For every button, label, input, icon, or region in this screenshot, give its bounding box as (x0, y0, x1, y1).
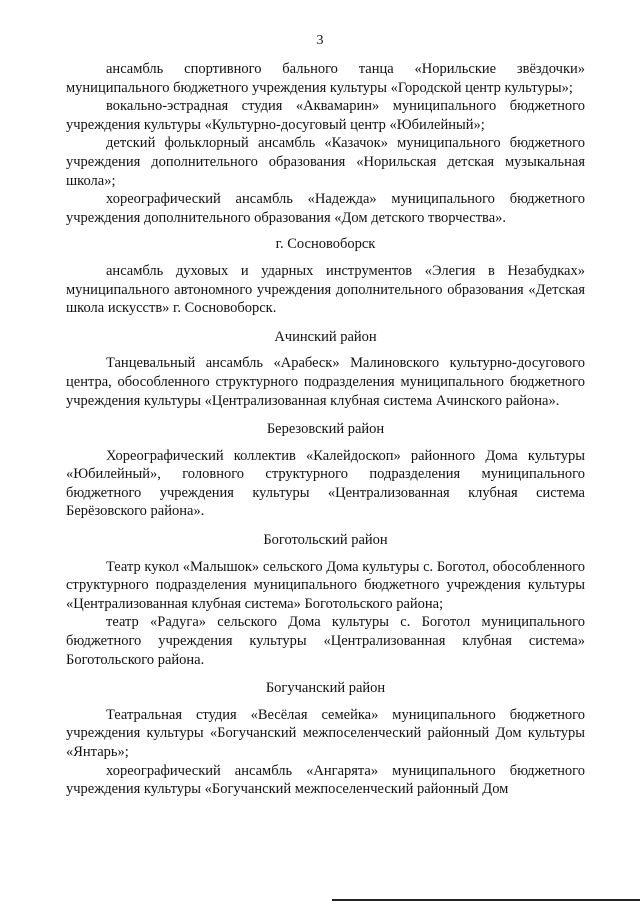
bottom-scan-line (332, 899, 640, 901)
heading-bogotol-district: Боготольский район (263, 532, 388, 549)
paragraph-malyshok: Театр кукол «Малышок» сельского Дома культуры с. Боготол, обособленного структурного подразделения муниципального бюджетного учреждения культуры «Централизованная клубная система» Боготольского района; (66, 558, 585, 612)
paragraph-nadezhda: хореографический ансамбль «Надежда» муниципального бюджетного учреждения дополнительного образования «Дом детского творчества». (66, 191, 585, 226)
paragraph-kazachok: детский фольклорный ансамбль «Казачок» муниципального бюджетного учреждения дополнительного образования «Норильская детская музыкальная школа»; (66, 135, 585, 189)
paragraph-angaryata: хореографический ансамбль «Ангарята» муниципального бюджетного учреждения культуры «Богучанский межпоселенческий районный Дом (66, 762, 585, 798)
paragraph-raduga: театр «Радуга» сельского Дома культуры с. Боготол муниципального бюджетного учреждения культуры «Централизованная клубная система» Боготольского района. (66, 614, 585, 668)
document-body (66, 60, 585, 799)
heading-sosnovoborsk: г. Сосновоборск (275, 236, 376, 253)
paragraph-arabesque: Танцевальный ансамбль «Арабеск» Малиновского культурно-досугового центра, обособленного структурного подразделения муниципального бюджетного учреждения культуры «Централизованная клубная система Ачинского района». (66, 355, 585, 409)
paragraph-aquamarine: вокально-эстрадная студия «Аквамарин» муниципального бюджетного учреждения культуры «Культурно-досуговый центр «Юбилейный»; (66, 98, 585, 133)
paragraph-norilsk-stars: ансамбль спортивного бального танца «Норильские звёздочки» муниципального бюджетного учреждения культуры «Городской центр культуры»; (66, 61, 585, 96)
page-number: 3 (316, 33, 324, 48)
paragraph-merry-family: Театральная студия «Весёлая семейка» муниципального бюджетного учреждения культуры «Богучанский межпоселенческий районный Дом культуры «Янтарь»; (66, 706, 585, 760)
heading-achinsk-district: Ачинский район (274, 328, 377, 345)
heading-berezovsky-district: Березовский район (266, 421, 385, 438)
heading-boguchany-district: Богучанский район (265, 680, 386, 697)
paragraph-kaleidoscope: Хореографический коллектив «Калейдоскоп» районного Дома культуры «Юбилейный», головного структурного подразделения муниципального бюджетного учреждения культуры «Централизованная клубная система Берёзовского района». (66, 447, 585, 520)
paragraph-elegy: ансамбль духовых и ударных инструментов «Элегия в Незабудках» муниципального автономного учреждения дополнительного образования «Детская школа искусств» г. Сосновоборск. (66, 262, 585, 317)
